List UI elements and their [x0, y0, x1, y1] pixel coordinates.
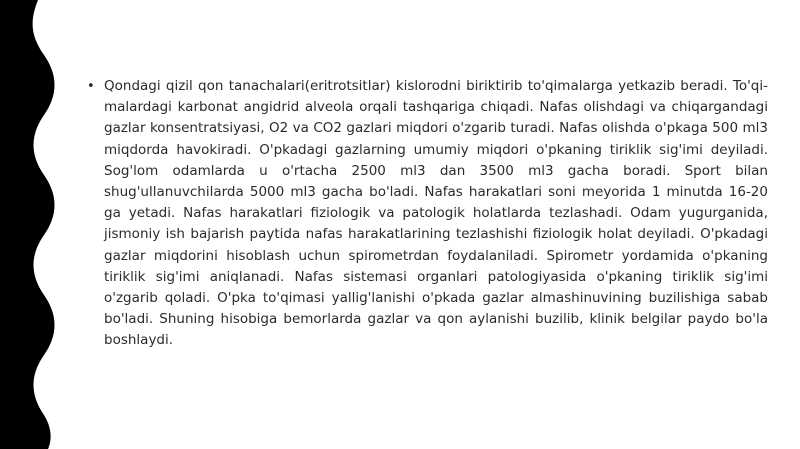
content-area	[86, 76, 768, 352]
bullet-marker: •	[87, 79, 95, 94]
bullet-paragraph	[86, 76, 768, 352]
paragraph-text: Qondagi qizil qon tanachalari(eritrotsitlar) kislorodni biriktirib to'qimalarga yetkazib beradi. To'qi-malardagi karbonat angidrid alveola orqali tashqariga chiqadi. Nafas olishdagi va chiqargandagi gazlar konsentratsiyasi, O2 va CO2 gazlari miqdori o'zgarib turadi. Nafas olishda o'pkaga 500 ml3 miqdorda havokiradi. O'pkadagi gazlarning umumiy miqdori o'pkaning tiriklik sig'imi deyiladi. Sog'lom odamlarda u o'rtacha 2500 ml3 dan 3500 ml3 gacha boradi. Sport bilan shug'ullanuvchilarda 5000 ml3 gacha bo'ladi. Nafas harakatlari soni meyorida 1 minutda 16-20 ga yetadi. Nafas harakatlari fiziologik va patologik holatlarda tezlashadi. Odam yugurganida, jismoniy ish bajarish paytida nafas harakatlarining tezlashishi fiziologik holat deyiladi. O'pkadagi gazlar miqdorini hisoblash uchun spirometrdan foydalaniladi. Spirometr yordamida o'pkaning tiriklik sig'imi aniqlanadi. Nafas sistemasi organlari patologiyasida o'pkaning tiriklik sig'imi o'zgarib qoladi. O'pka to'qimasi yallig'lanishi o'pkada gazlar almashinuvining buzilishiga sabab bo'ladi. Shuning hisobiga bemorlarda gazlar va qon aylanishi buzilib, klinik belgilar paydo bo'la boshlaydi.	[104, 78, 768, 349]
decorative-wave-band	[0, 0, 80, 449]
